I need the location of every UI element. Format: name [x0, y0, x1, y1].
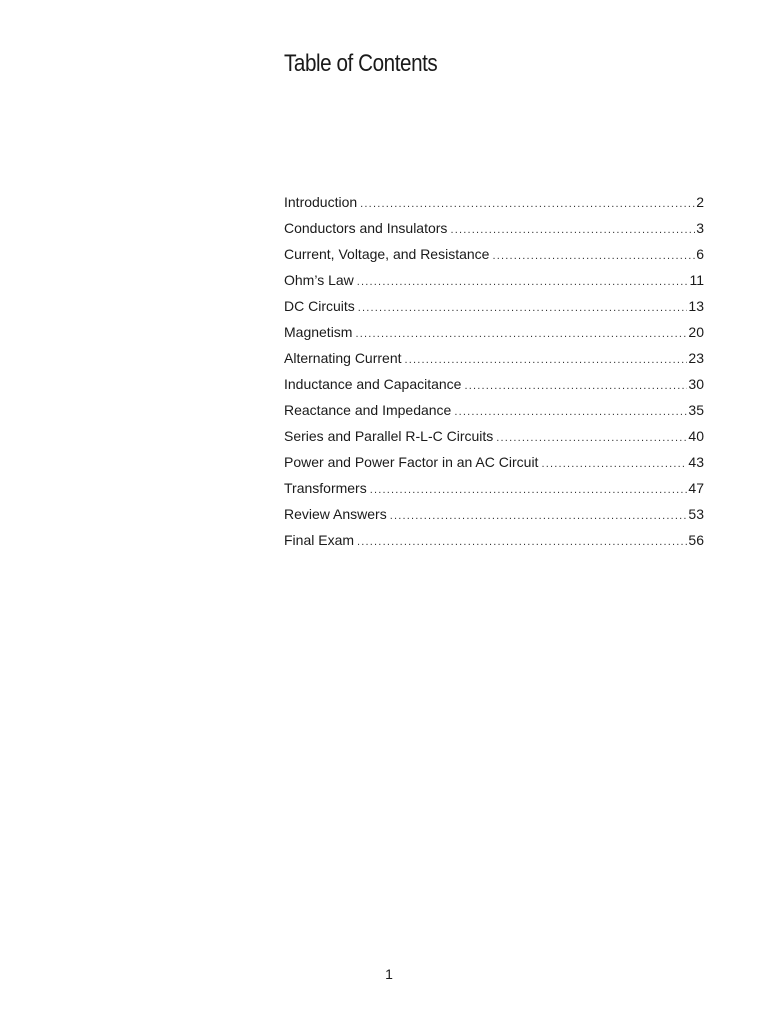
toc-entry-page: 56	[688, 532, 704, 548]
dot-leader	[405, 351, 688, 369]
toc-entry-label: Alternating Current	[284, 350, 402, 366]
toc-entry-page: 11	[689, 272, 704, 288]
toc-entry-page: 40	[688, 428, 704, 444]
toc-entry-label: Introduction	[284, 194, 358, 210]
toc-entry[interactable]	[284, 375, 704, 401]
toc-entry-page: 35	[688, 402, 704, 418]
dot-leader	[355, 325, 687, 343]
toc-entry-label: Power and Power Factor in an AC Circuit	[284, 454, 539, 470]
dot-leader	[357, 273, 689, 291]
dot-leader	[370, 481, 688, 499]
toc-entry-page: 20	[688, 324, 704, 340]
dot-leader	[360, 195, 695, 213]
dot-leader	[357, 533, 687, 551]
dot-leader	[390, 507, 688, 525]
toc-entry-page: 30	[688, 376, 704, 392]
toc-entry[interactable]	[284, 479, 704, 505]
toc-entry[interactable]	[284, 219, 704, 245]
toc-entry-label: DC Circuits	[284, 298, 355, 314]
toc-entry-label: Series and Parallel R-L-C Circuits	[284, 428, 494, 444]
toc-entry-label: Conductors and Insulators	[284, 220, 448, 236]
page-number: 1	[385, 966, 393, 982]
toc-entry-label: Ohm’s Law	[284, 272, 354, 288]
toc-entry-label: Current, Voltage, and Resistance	[284, 246, 490, 262]
dot-leader	[450, 221, 695, 239]
toc-entry-page: 2	[696, 194, 704, 210]
toc-entry[interactable]	[284, 349, 704, 375]
dot-leader	[464, 377, 687, 395]
dot-leader	[492, 247, 695, 265]
toc-entry-page: 43	[688, 454, 704, 470]
page-title: Table of Contents	[284, 50, 438, 77]
toc-entry-page: 53	[688, 506, 704, 522]
toc-entry[interactable]	[284, 401, 704, 427]
toc-entry[interactable]	[284, 427, 704, 453]
toc-entry-page: 13	[688, 298, 704, 314]
dot-leader	[358, 299, 688, 317]
toc-entry-label: Review Answers	[284, 506, 387, 522]
toc-entry[interactable]	[284, 193, 704, 219]
toc-entry[interactable]	[284, 505, 704, 531]
dot-leader	[454, 403, 687, 421]
dot-leader	[496, 429, 687, 447]
toc-entry[interactable]	[284, 245, 704, 271]
toc-entry-label: Reactance and Impedance	[284, 402, 452, 418]
toc-entry-page: 47	[688, 480, 704, 496]
toc-entry[interactable]	[284, 453, 704, 479]
toc-entry-page: 23	[688, 350, 704, 366]
toc-entry-label: Transformers	[284, 480, 367, 496]
toc-entry-label: Inductance and Capacitance	[284, 376, 462, 392]
toc-entry-label: Magnetism	[284, 324, 353, 340]
table-of-contents	[284, 193, 704, 557]
toc-entry-label: Final Exam	[284, 532, 355, 548]
toc-entry[interactable]	[284, 531, 704, 557]
dot-leader	[541, 455, 687, 473]
toc-entry[interactable]	[284, 323, 704, 349]
toc-entry[interactable]	[284, 297, 704, 323]
toc-entry[interactable]	[284, 271, 704, 297]
toc-entry-page: 3	[696, 220, 704, 236]
toc-entry-page: 6	[696, 246, 704, 262]
